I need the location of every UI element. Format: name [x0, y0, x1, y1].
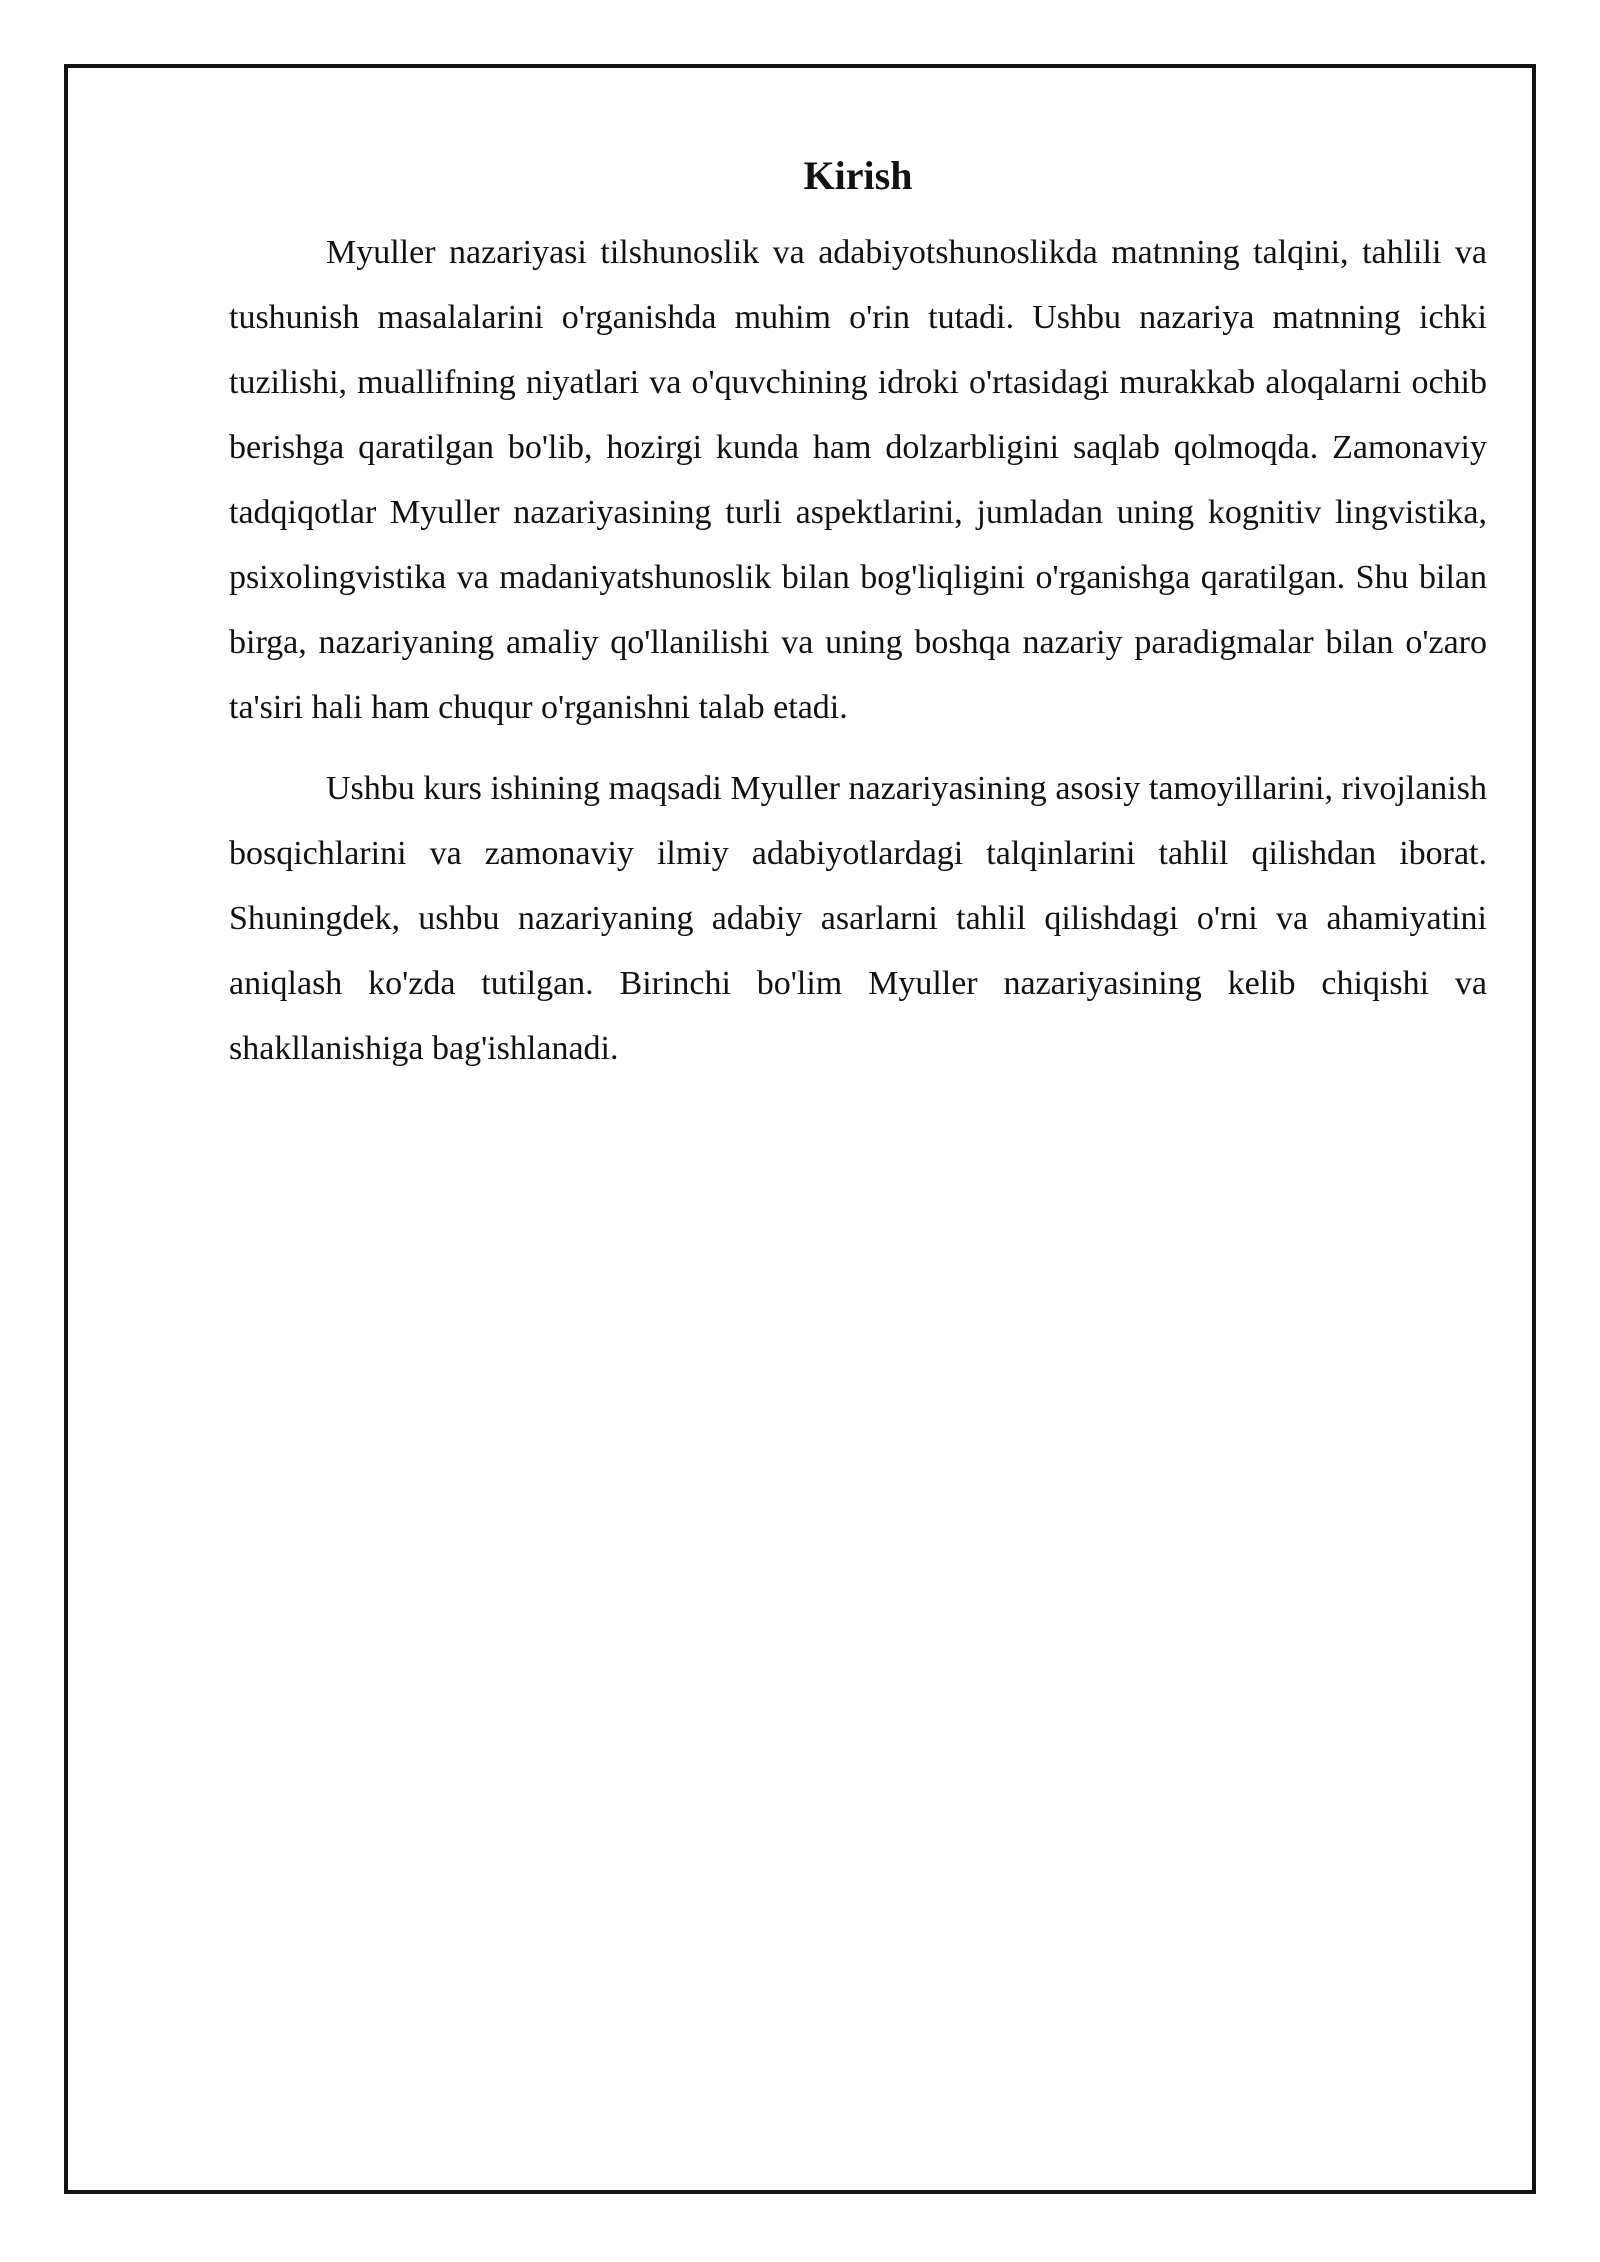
document-title: Kirish: [803, 153, 913, 198]
document-body: [229, 150, 1487, 1097]
paragraph-2: Ushbu kurs ishining maqsadi Myuller nazariyasining asosiy tamoyillarini, rivojlanish bosqichlarini va zamonaviy ilmiy adabiyotlardagi talqinlarini tahlil qilishdan iborat. Shuningdek, ushbu nazariyaning adabiy asarlarni tahlil qilishdagi o'rni va ahamiyatini aniqlash ko'zda tutilgan. Birinchi bo'lim Myuller nazariyasining kelib chiqishi va shakllanishiga bag'ishlanadi.: [229, 770, 1487, 1067]
paragraph-1: Myuller nazariyasi tilshunoslik va adabiyotshunoslikda matnning talqini, tahlili va tushunish masalalarini o'rganishda muhim o'rin tutadi. Ushbu nazariya matnning ichki tuzilishi, muallifning niyatlari va o'quvchining idroki o'rtasidagi murakkab aloqalarni ochib berishga qaratilgan bo'lib, hozirgi kunda ham dolzarbligini saqlab qolmoqda. Zamonaviy tadqiqotlar Myuller nazariyasining turli aspektlarini, jumladan uning kognitiv lingvistika, psixolingvistika va madaniyatshunoslik bilan bog'liqligini o'rganishga qaratilgan. Shu bilan birga, nazariyaning amaliy qo'llanilishi va uning boshqa nazariy paradigmalar bilan o'zaro ta'siri hali ham chuqur o'rganishni talab etadi.: [229, 234, 1487, 726]
